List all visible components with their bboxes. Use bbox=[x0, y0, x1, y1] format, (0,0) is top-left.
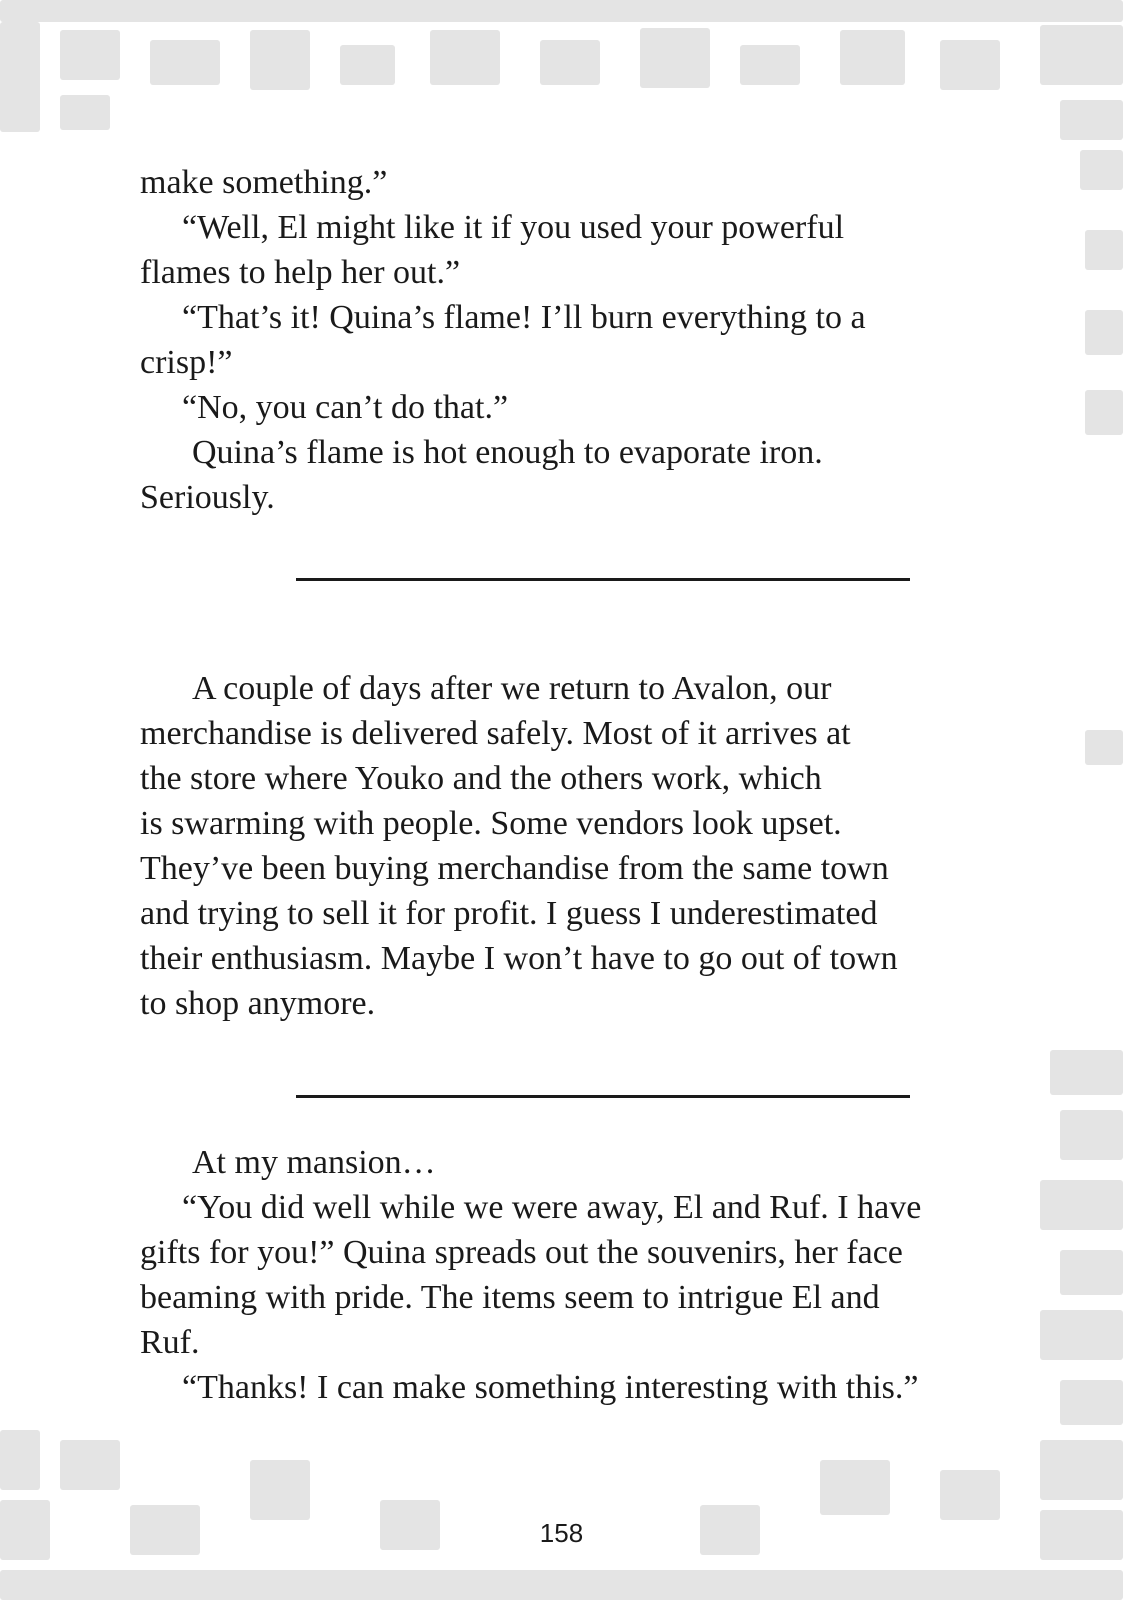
text-line: Ruf. bbox=[140, 1324, 200, 1361]
text-line: their enthusiasm. Maybe I won’t have to go out of town bbox=[140, 940, 898, 977]
text-line: to shop anymore. bbox=[140, 985, 376, 1022]
text-line: “You did well while we were away, El and Ruf. I have bbox=[182, 1189, 922, 1226]
section-2-text bbox=[140, 666, 1020, 1026]
text-line: is swarming with people. Some vendors look upset. bbox=[140, 805, 842, 842]
text-line: They’ve been buying merchandise from the same town bbox=[140, 850, 889, 887]
text-line: A couple of days after we return to Avalon, our bbox=[192, 670, 832, 707]
text-line: merchandise is delivered safely. Most of it arrives at bbox=[140, 715, 851, 752]
text-line: beaming with pride. The items seem to intrigue El and bbox=[140, 1279, 880, 1316]
text-line: make something.” bbox=[140, 164, 388, 201]
text-line: flames to help her out.” bbox=[140, 254, 461, 291]
text-line: “Thanks! I can make something interesting with this.” bbox=[182, 1369, 919, 1406]
scene-break-rule bbox=[296, 578, 910, 581]
text-line: and trying to sell it for profit. I guess I underestimated bbox=[140, 895, 878, 932]
section-3-text bbox=[140, 1140, 1020, 1410]
text-line: “Well, El might like it if you used your powerful bbox=[182, 209, 845, 246]
text-line: At my mansion… bbox=[192, 1144, 436, 1181]
text-line: “That’s it! Quina’s flame! I’ll burn everything to a bbox=[182, 299, 866, 336]
text-line: gifts for you!” Quina spreads out the souvenirs, her face bbox=[140, 1234, 903, 1271]
text-line: “No, you can’t do that.” bbox=[182, 389, 509, 426]
section-1-text bbox=[140, 160, 1020, 520]
scene-break-rule bbox=[296, 1095, 910, 1098]
text-line: the store where Youko and the others work, which bbox=[140, 760, 822, 797]
text-line: crisp!” bbox=[140, 344, 233, 381]
page-number: 158 bbox=[539, 1518, 584, 1548]
text-line: Seriously. bbox=[140, 479, 275, 516]
text-line: Quina’s flame is hot enough to evaporate iron. bbox=[192, 434, 823, 471]
